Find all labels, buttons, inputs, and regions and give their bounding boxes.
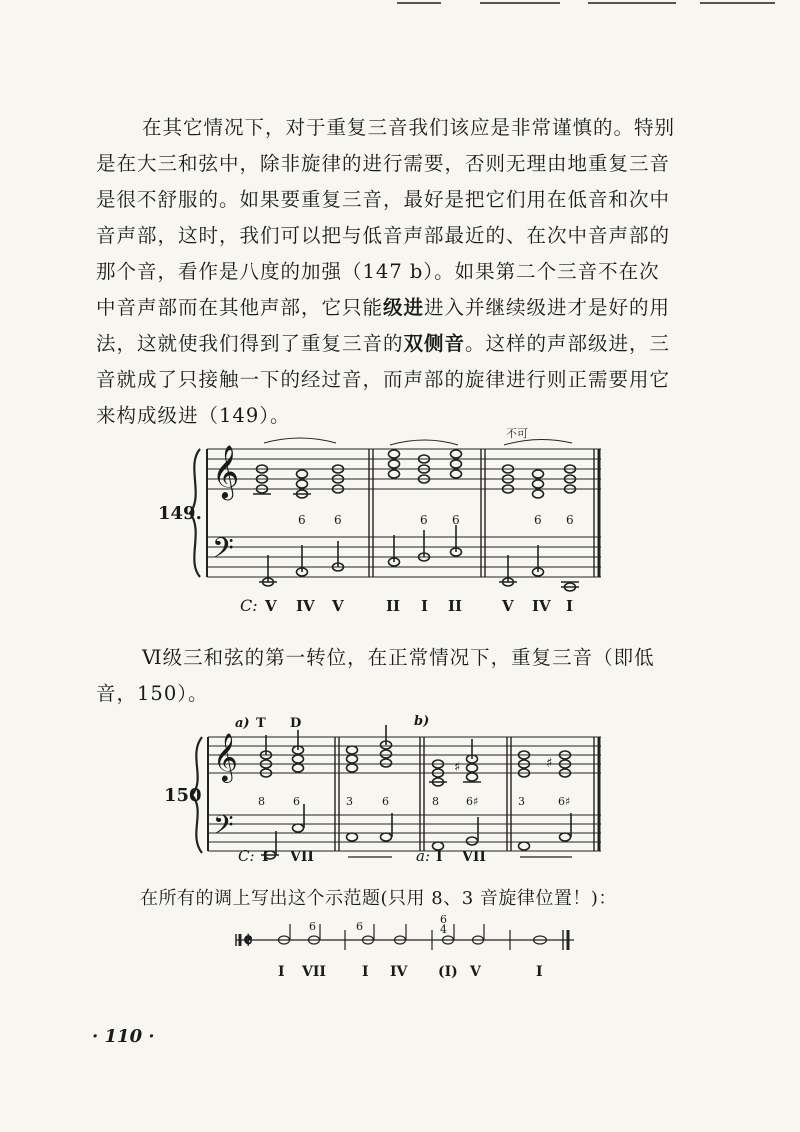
figured-bass: 6 (334, 513, 342, 527)
figured-bass: 3 (346, 795, 353, 808)
roman-numeral: V (332, 597, 344, 615)
example-number: 149. (158, 503, 202, 524)
figured-bass: 6 (298, 513, 306, 527)
bold-term: 双侧音 (403, 332, 466, 355)
roman-numeral: V (470, 964, 481, 980)
figured-bass: 6 (566, 513, 574, 527)
section-label: b) (414, 714, 430, 729)
text-run: 法，这就使我们得到了重复三音的 (96, 332, 404, 355)
text-line: 音就成了只接触一下的经过音，而声部的旋律进行则正需要用它 (96, 368, 671, 391)
function-label: D (290, 716, 302, 731)
sharp-icon: ♯ (454, 760, 461, 775)
roman-numeral: I (436, 849, 443, 865)
bass-clef-icon: 𝄢 (212, 532, 234, 572)
roman-numeral: V (502, 597, 514, 615)
figured-bass: 6♯ (558, 795, 571, 808)
treble-clef-icon: 𝄞 (213, 732, 238, 781)
top-rule (700, 2, 775, 4)
figured-bass: 6 (309, 920, 316, 933)
figured-bass: 6 (382, 795, 389, 808)
roman-numeral: I (278, 964, 285, 980)
roman-numeral: V (265, 597, 277, 615)
roman-numeral: I (362, 964, 369, 980)
text-line: 音，150）。 (96, 682, 209, 705)
text-line (96, 326, 696, 362)
roman-numeral: I (262, 849, 269, 865)
text-line: Ⅵ级三和弦的第一转位，在正常情况下，重复三音（即低 (142, 646, 655, 669)
text-line: 在其它情况下，对于重复三音我们该应是非常谨慎的。特别 (142, 116, 676, 139)
text-line: 来构成级进（149）。 (96, 404, 291, 427)
example-number: 150 (164, 785, 202, 806)
key-label: a: (416, 847, 430, 865)
paragraph-2 (96, 640, 696, 712)
roman-numeral: (I) (438, 964, 458, 980)
section-label: a) (235, 716, 250, 731)
figured-bass: 6 (534, 513, 542, 527)
key-label: C: (238, 847, 255, 865)
exercise-instruction: 在所有的调上写出这个示范题(只用 8、3 音旋律位置！)： (140, 888, 617, 909)
roman-numeral: II (448, 597, 463, 615)
text-line: 是在大三和弦中，除非旋律的进行需要，否则无理由地重复三音 (96, 152, 671, 175)
roman-numeral: IV (296, 597, 315, 615)
figured-bass: 6 (356, 920, 363, 933)
figured-bass: 6 (440, 913, 447, 926)
text-run: 中音声部而在其他声部，它只能 (96, 296, 384, 319)
treble-clef-icon: 𝄞 (212, 444, 240, 498)
text-run: 。这样的声部级进，三 (465, 332, 671, 355)
figured-bass: 6 (420, 513, 428, 527)
page-number: · 110 · (92, 1026, 155, 1047)
figured-bass: 6 (452, 513, 460, 527)
roman-numeral: VII (302, 964, 326, 980)
roman-numeral: VII (290, 849, 314, 865)
music-example-150 (0, 705, 800, 875)
bass-clef-icon: 𝄢 (213, 809, 234, 847)
text-run: 进入并继续级进才是好的用 (424, 296, 671, 319)
key-label: C: (240, 596, 258, 615)
music-example-149 (0, 425, 800, 625)
paragraph-1 (96, 110, 696, 434)
text-line: 音声部，这时，我们可以把与低音声部最近的、在次中音声部的 (96, 224, 671, 247)
roman-numeral: I (536, 964, 543, 980)
figured-bass: 6 (293, 795, 300, 808)
top-rule (480, 2, 560, 4)
roman-numeral: I (566, 597, 574, 615)
roman-numeral: IV (532, 597, 551, 615)
text-line (96, 290, 696, 326)
sharp-icon: ♯ (546, 756, 553, 771)
text-line: 那个音，看作是八度的加强（147 b）。如果第二个三音不在次 (96, 260, 660, 283)
annotation-text: 不可 (506, 427, 528, 440)
common-time-icon: 𝄵 (243, 928, 253, 954)
roman-numeral: IV (390, 964, 408, 980)
chord-notes (261, 725, 572, 859)
grand-staff (192, 737, 601, 853)
figured-bass: 3 (518, 795, 525, 808)
roman-numeral: II (386, 597, 401, 615)
roman-numeral: VII (462, 849, 486, 865)
top-rule (588, 2, 676, 4)
top-rule (397, 2, 441, 4)
function-label: T (256, 716, 266, 731)
exercise-staff (0, 913, 800, 988)
bold-term: 级进 (383, 296, 425, 319)
text-line: 是很不舒服的。如果要重复三音，最好是把它们用在低音和次中 (96, 188, 671, 211)
figured-bass: 8 (432, 795, 439, 808)
single-staff (236, 924, 574, 950)
roman-numeral: I (421, 597, 429, 615)
figured-bass: 8 (258, 795, 265, 808)
figured-bass: 6♯ (466, 795, 479, 808)
figured-bass: 4 (440, 923, 447, 936)
